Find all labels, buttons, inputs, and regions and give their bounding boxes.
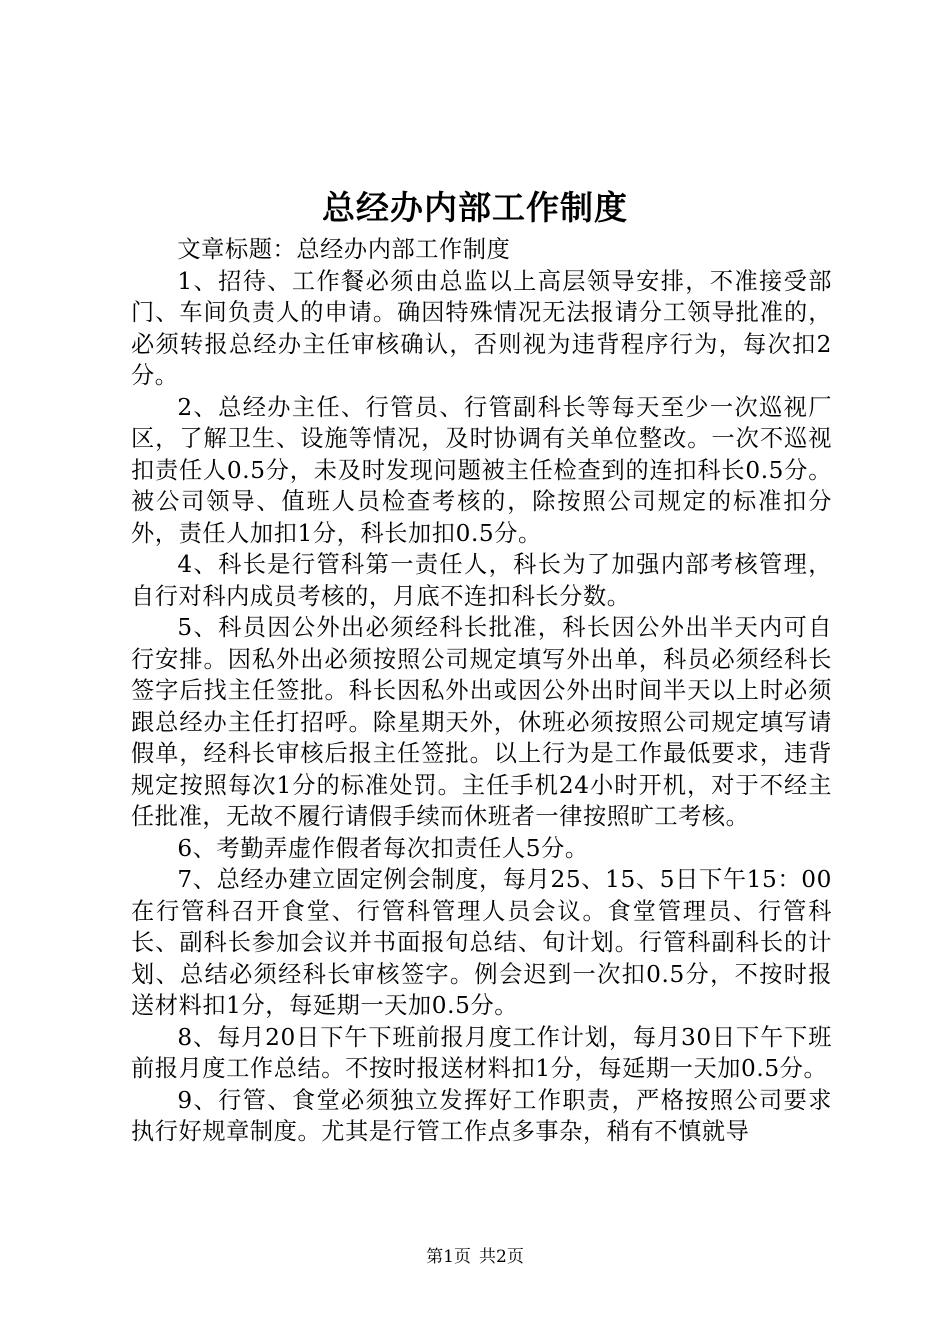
paragraph-item-4: 4、科长是行管科第一责任人，科长为了加强内部考核管理，自行对科内成员考核的，月底不连扣科长分数。 — [131, 551, 832, 610]
paragraph-item-5: 5、科员因公外出必须经科长批准，科长因公外出半天内可自行安排。因私外出必须按照公司规定填写外出单，科员必须经科长签字后找主任签批。科长因私外出或因公外出时间半天以上时必须跟总经办主任打招呼。除星期天外，休班必须按照公司规定填写请假单，经科长审核后报主任签批。以上行为是工作最低要求，违背规定按照每次1分的标准处罚。主任手机24小时开机，对于不经主任批准，无故不履行请假手续而休班者一律按照旷工考核。 — [131, 614, 832, 830]
document-title: 总经办内部工作制度 — [322, 188, 628, 227]
paragraph-article-title: 文章标题：总经办内部工作制度 — [177, 236, 511, 263]
paragraph-item-9: 9、行管、食堂必须独立发挥好工作职责，严格按照公司要求执行好规章制度。尤其是行管工作点多事杂，稍有不慎就导 — [131, 1086, 832, 1145]
document-body — [131, 234, 832, 1148]
paragraph-item-7: 7、总经办建立固定例会制度，每月25、15、5日下午15：00在行管科召开食堂、行管科管理人员会议。食堂管理员、行管科长、副科长参加会议并书面报旬总结、旬计划。行管科副科长的计划、总结必须经科长审核签字。例会迟到一次扣0.5分，不按时报送材料扣1分，每延期一天加0.5分。 — [131, 866, 832, 1019]
paragraph-item-8: 8、每月20日下午下班前报月度工作计划，每月30日下午下班前报月度工作总结。不按时报送材料扣1分，每延期一天加0.5分。 — [131, 1023, 832, 1082]
page-number-total: 共2页 — [479, 1247, 524, 1267]
paragraph-item-6: 6、考勤弄虚作假者每次扣责任人5分。 — [177, 834, 589, 862]
page-number-current: 第1页 — [426, 1247, 471, 1267]
paragraph-item-2: 2、总经办主任、行管员、行管副科长等每天至少一次巡视厂区，了解卫生、设施等情况，及时协调有关单位整改。一次不巡视扣责任人0.5分，未及时发现问题被主任检查到的连扣科长0.5分。被公司领导、值班人员检查考核的，除按照公司规定的标准扣分外，责任人加扣1分，科长加扣0.5分。 — [131, 393, 832, 547]
page-footer — [0, 1245, 950, 1269]
paragraph-item-1: 1、招待、工作餐必须由总监以上高层领导安排，不准接受部门、车间负责人的申请。确因特殊情况无法报请分工领导批准的，必须转报总经办主任审核确认，否则视为违背程序行为，每次扣2分。 — [131, 267, 832, 389]
